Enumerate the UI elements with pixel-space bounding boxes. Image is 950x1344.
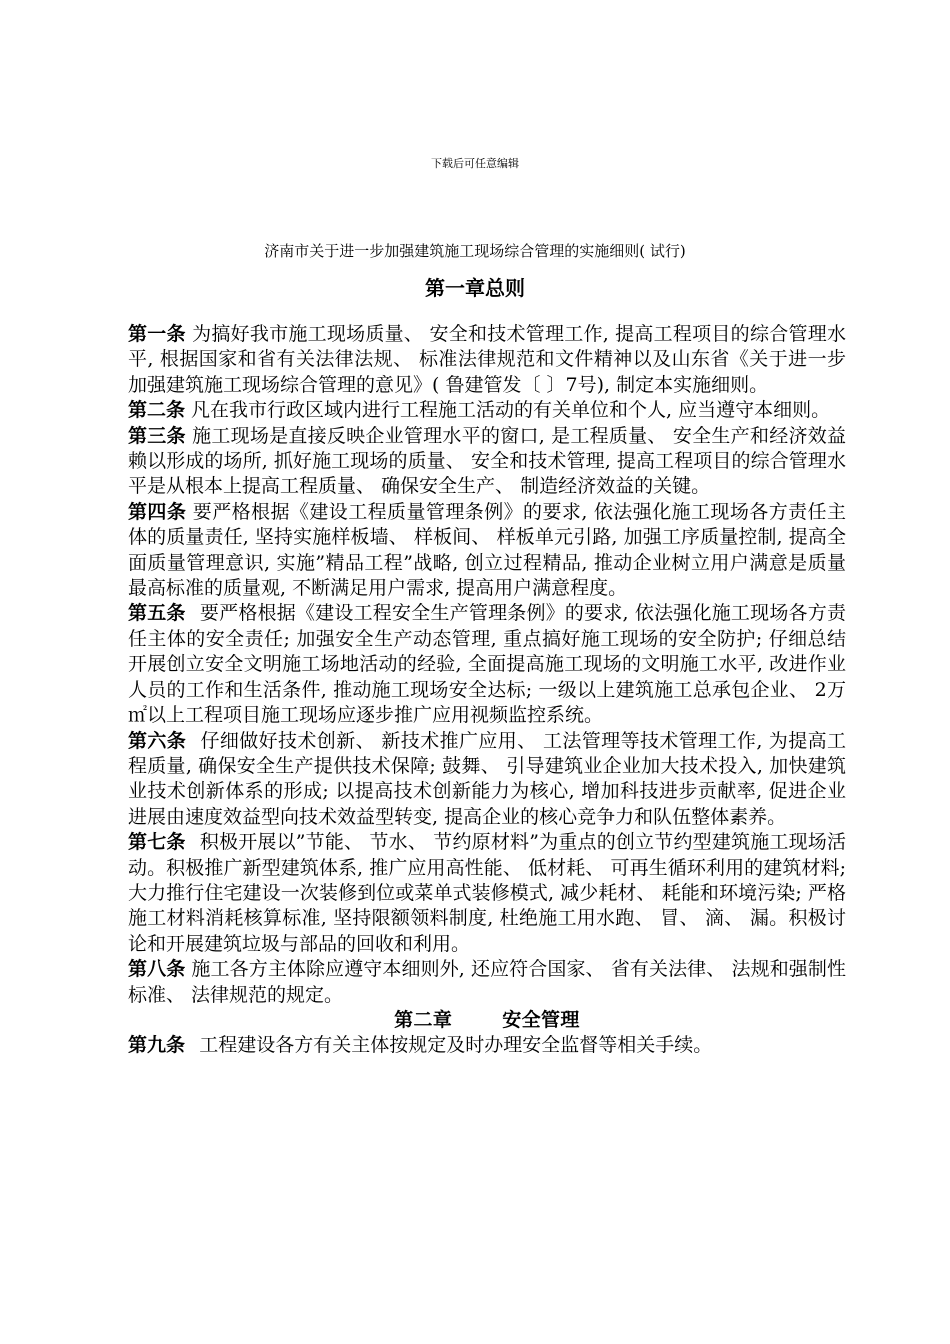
chapter-heading-general: 第一章总则: [425, 276, 525, 300]
article-text: 为搞好我市施工现场质量、 安全和技术管理工作, 提高工程项目的综合管理水平, 根据国家和省有关法律法规、 标准法律规范和文件精神以及山东省《关于进一步加强建筑施工现场综合管理的意见》( 鲁建管发〔 〕7号), 制定本实施细则。: [128, 323, 846, 396]
article-number: 第三条: [128, 424, 186, 447]
article-number: 第五条: [128, 602, 186, 625]
article-6: [128, 729, 846, 831]
article-number: 第一条: [128, 323, 186, 345]
article-1: [128, 322, 846, 398]
article-number: 第二条: [128, 399, 186, 422]
article-text: 仔细做好技术创新、 新技术推广应用、 工法管理等技术管理工作, 为提高工程质量, 确保安全生产提供技术保障; 鼓舞、 引导建筑业企业加大技术投入, 加快建筑业技术创新体系的形成; 以提高技术创新能力为核心, 增加科技进步贡献率, 促进企业进展由速度效益型向技术效益型转变, 提高企业的核心竞争力和队伍整体素养。: [128, 729, 846, 828]
article-number: 第四条: [128, 500, 187, 523]
article-text: 凡在我市行政区域内进行工程施工活动的有关单位和个人, 应当遵守本细则。: [185, 399, 831, 422]
article-text: 积极开展以”节能、 节水、 节约原材料”为重点的创立节约型建筑施工现场活动。积极推广新型建筑体系, 推广应用高性能、 低材耗、 可再生循环利用的建筑材料; 大力推行住宅建设一次装修到位或菜单式装修模式, 减少耗材、 耗能和环境污染; 严格施工材料消耗核算标准, 坚持限额领料制度, 杜绝施工用水跑、 冒、 滴、 漏。积极讨论和开展建筑垃圾与部品的回收和利用。: [128, 831, 846, 955]
article-text: 要严格根据《建设工程安全生产管理条例》的要求, 依法强化施工现场各方责任主体的安全责任; 加强安全生产动态管理, 重点搞好施工现场的安全防护; 仔细总结开展创立安全文明施工场地活动的经验, 全面提高施工现场的文明施工水平, 改进作业人员的工作和生活条件, 推动施工现场安全达标; 一级以上建筑施工总承包企业、 2万㎡以上工程项目施工现场应逐步推广应用视频监控系统。: [128, 602, 846, 727]
article-5: [128, 601, 846, 728]
article-8: [128, 957, 846, 1008]
article-7: [128, 830, 846, 957]
document-body: [128, 322, 846, 1059]
article-text: 施工各方主体除应遵守本细则外, 还应符合国家、 省有关法律、 法规和强制性标准、 法律规范的规定。: [128, 958, 846, 1006]
article-number: 第六条: [128, 729, 187, 752]
chapter-number: 第二章: [394, 1008, 453, 1031]
article-2: [128, 398, 846, 423]
article-text: 工程建设各方有关主体按规定及时办理安全监督等相关手续。: [199, 1034, 713, 1057]
editable-note: 下载后可任意编辑: [431, 157, 519, 170]
article-number: 第九条: [128, 1034, 186, 1057]
article-number: 第八条: [128, 958, 186, 981]
article-3: [128, 424, 846, 500]
chapter-name: 安全管理: [502, 1008, 580, 1031]
document-title: 济南市关于进一步加强建筑施工现场综合管理的实施细则( 试行): [264, 242, 686, 260]
article-number: 第七条: [128, 831, 186, 854]
article-9: [128, 1033, 846, 1058]
chapter-heading-safety: [128, 1008, 846, 1033]
article-text: 施工现场是直接反映企业管理水平的窗口, 是工程质量、 安全生产和经济效益赖以形成的场所, 抓好施工现场的质量、 安全和技术管理, 提高工程项目的综合管理水平是从根本上提高工程质量、 确保安全生产、 制造经济效益的关键。: [128, 424, 846, 498]
article-text: 要严格根据《建设工程质量管理条例》的要求, 依法强化施工现场各方责任主体的质量责任, 坚持实施样板墙、 样板间、 样板单元引路, 加强工序质量控制, 提高全面质量管理意识, 实施”精品工程”战略, 创立过程精品, 推动企业树立用户满意是质量最高标准的质量观, 不断满足用户需求, 提高用户满意程度。: [128, 500, 846, 600]
article-4: [128, 500, 846, 602]
